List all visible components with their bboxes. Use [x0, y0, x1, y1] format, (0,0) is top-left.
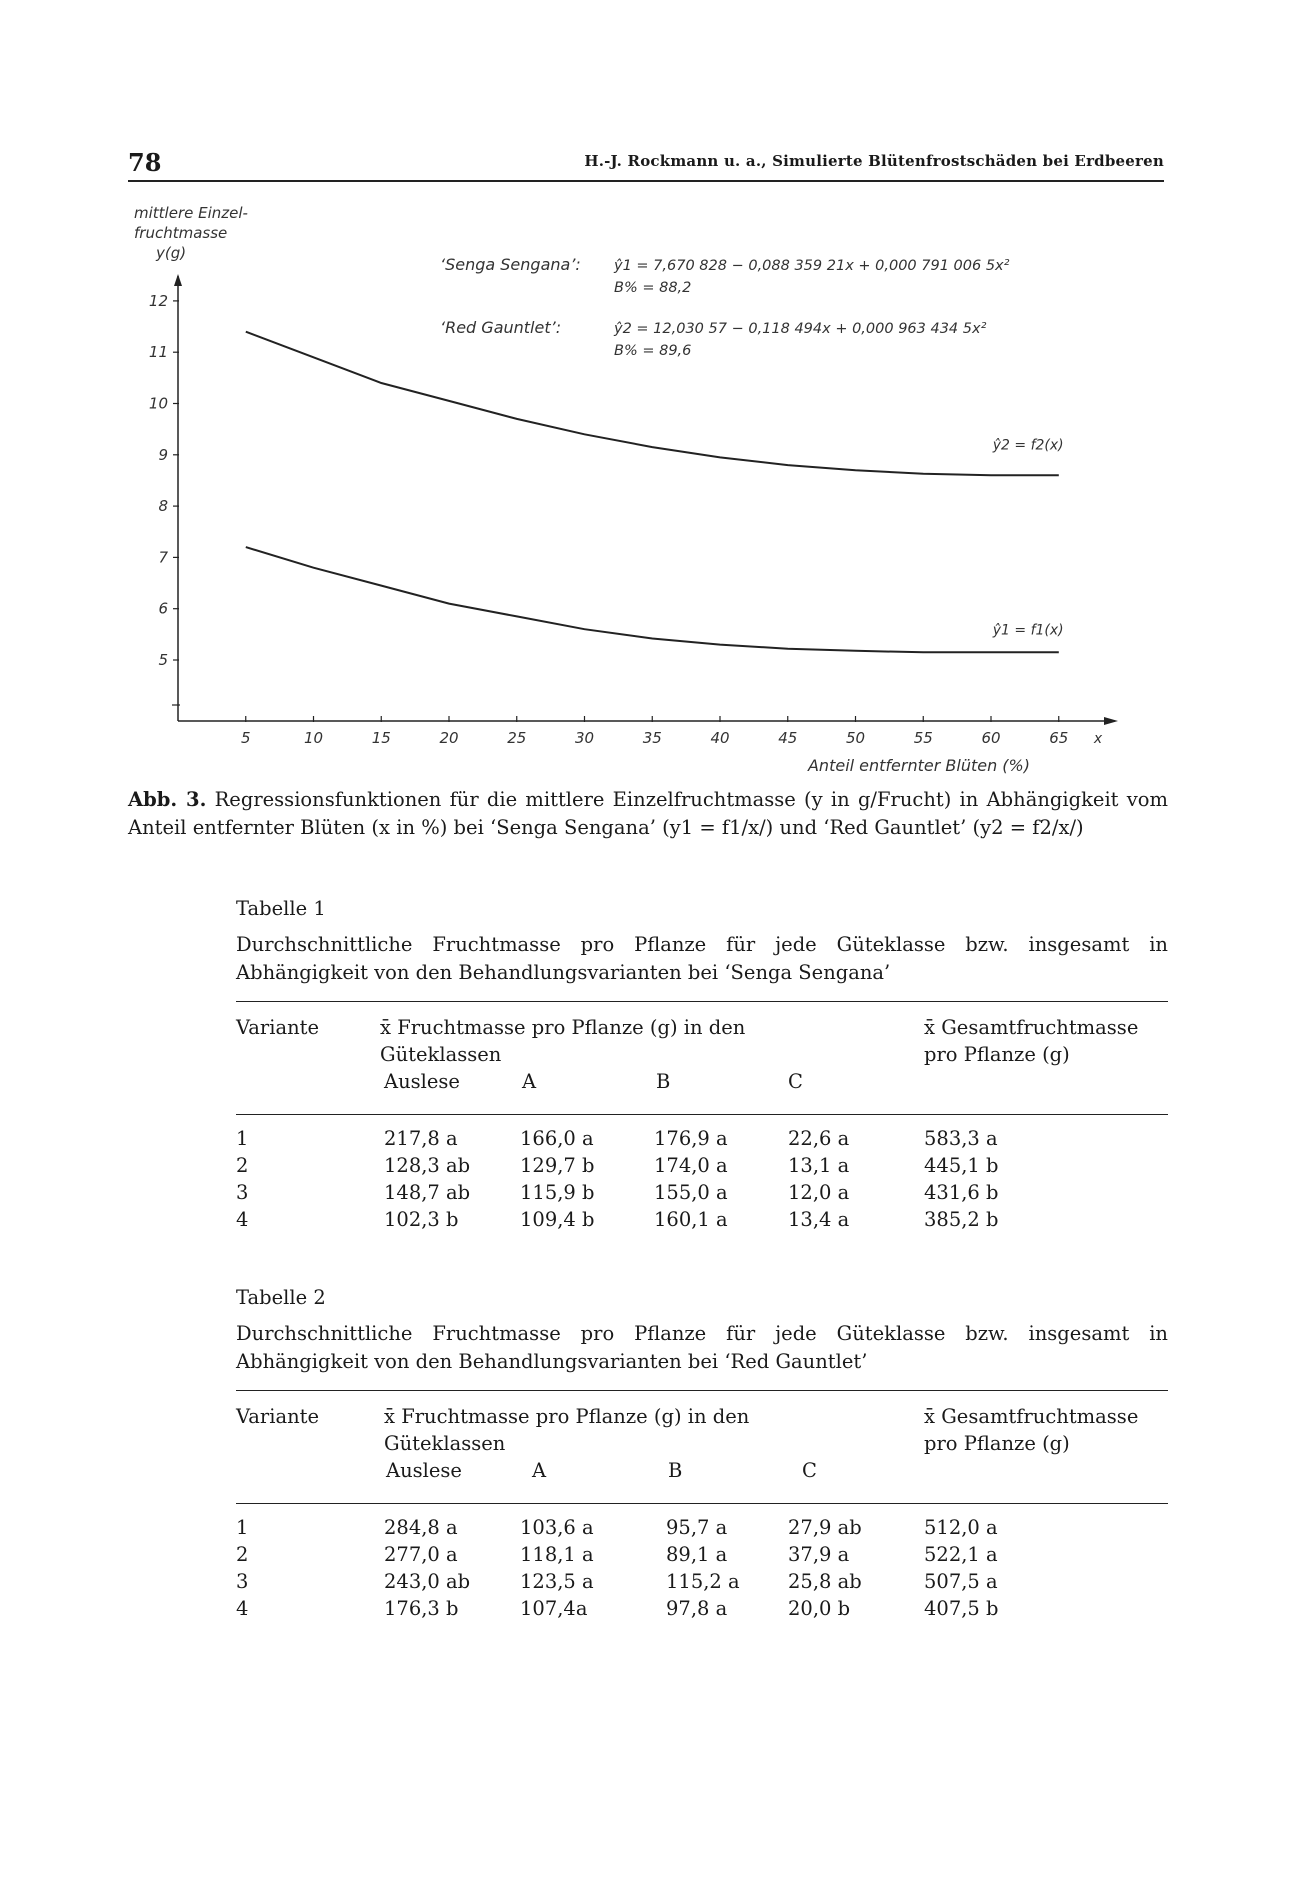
- table-cell: 2: [236, 1543, 249, 1566]
- table-cell: 243,0 ab: [384, 1570, 471, 1593]
- table-cell: 128,3 ab: [384, 1154, 471, 1177]
- x-tick-label: 50: [845, 729, 866, 747]
- col-total-2: pro Pflanze (g): [924, 1432, 1070, 1455]
- annotation-fit: B% = 88,2: [614, 280, 692, 296]
- table-cell: 3: [236, 1181, 249, 1204]
- col-total-2: pro Pflanze (g): [924, 1043, 1070, 1066]
- annotation-equation: ŷ2 = 12,030 57 − 0,118 494x + 0,000 963 434 5x²: [614, 321, 987, 337]
- y-tick-label: 10: [148, 394, 168, 413]
- table-cell: 27,9 ab: [788, 1516, 862, 1539]
- table-cell: 176,3 b: [384, 1597, 459, 1620]
- caption-text: Regressionsfunktionen für die mittlere Einzelfruchtmasse (y in g/Frucht) in Abhängigkeit vom Anteil entfernter Blüten (x in %) bei ‘Senga Sengana’ (y1 = f1/x/) und ‘Red Gauntlet’ (y2 = f2/x/): [128, 788, 1168, 839]
- table-cell: 160,1 a: [654, 1208, 728, 1231]
- table-cell: 3: [236, 1570, 249, 1593]
- table-2-body: [236, 1504, 1168, 1628]
- table-cell: 129,7 b: [520, 1154, 595, 1177]
- table-2-description: Durchschnittliche Fruchtmasse pro Pflanze für jede Güteklasse bzw. insgesamt in Abhängigkeit von den Behandlungsvarianten bei ‘Red Gauntlet’: [236, 1322, 1168, 1373]
- table-cell: 22,6 a: [788, 1127, 850, 1150]
- series-line-2: [246, 547, 1059, 652]
- col-group-header: x̄ Fruchtmasse pro Pflanze (g) in den: [380, 1016, 746, 1039]
- table-cell: 103,6 a: [520, 1516, 594, 1539]
- series-label-1: ŷ2 = f2(x): [992, 437, 1064, 454]
- table-cell: 115,9 b: [520, 1181, 595, 1204]
- x-axis-symbol: x: [1093, 731, 1103, 747]
- running-head: H.-J. Rockmann u. a., Simulierte Blütenfrostschäden bei Erdbeeren: [584, 152, 1164, 170]
- table-cell: 123,5 a: [520, 1570, 594, 1593]
- table-cell: 97,8 a: [666, 1597, 728, 1620]
- table-cell: 4: [236, 1597, 249, 1620]
- table-cell: 1: [236, 1516, 249, 1539]
- col-auslese: Auslese: [384, 1070, 460, 1093]
- col-c: C: [802, 1459, 817, 1482]
- figure-caption: [128, 786, 1168, 842]
- table-cell: 2: [236, 1154, 249, 1177]
- annotation-fit: B% = 89,6: [614, 343, 692, 359]
- x-tick-label: 65: [1049, 729, 1069, 747]
- table-cell: 217,8 a: [384, 1127, 458, 1150]
- table-1-header: [236, 1002, 1168, 1114]
- x-tick-label: 30: [574, 729, 595, 747]
- y-tick-label: 7: [158, 548, 168, 567]
- x-axis-label: Anteil entfernter Blüten (%): [807, 756, 1030, 775]
- table-cell: 4: [236, 1208, 249, 1231]
- table-1-title: Tabelle 1: [236, 897, 326, 920]
- x-tick-label: 5: [240, 729, 251, 747]
- col-a: A: [522, 1070, 537, 1093]
- y-tick-label: 12: [148, 291, 168, 310]
- y-tick-label: 11: [148, 343, 168, 362]
- col-total: x̄ Gesamtfruchtmasse: [924, 1016, 1139, 1039]
- table-2: [236, 1284, 1168, 1628]
- table-2-header: [236, 1391, 1168, 1503]
- table-cell: 155,0 a: [654, 1181, 728, 1204]
- col-group-header-2: Güteklassen: [384, 1432, 506, 1455]
- table-cell: 176,9 a: [654, 1127, 728, 1150]
- table-cell: 89,1 a: [666, 1543, 728, 1566]
- col-variante: Variante: [236, 1405, 320, 1428]
- table-cell: 118,1 a: [520, 1543, 594, 1566]
- table-cell: 25,8 ab: [788, 1570, 862, 1593]
- table-1-body: [236, 1115, 1168, 1239]
- x-tick-label: 45: [778, 729, 798, 747]
- annotation-equation: ŷ1 = 7,670 828 − 0,088 359 21x + 0,000 791 006 5x²: [614, 258, 1010, 274]
- y-axis-label: fruchtmasse: [134, 224, 228, 242]
- table-1-description: Durchschnittliche Fruchtmasse pro Pflanze für jede Güteklasse bzw. insgesamt in Abhängigkeit von den Behandlungsvarianten bei ‘Senga Sengana’: [236, 933, 1168, 984]
- table-cell: 148,7 ab: [384, 1181, 471, 1204]
- table-cell: 277,0 a: [384, 1543, 458, 1566]
- x-tick-label: 25: [507, 729, 527, 747]
- y-tick-label: 5: [158, 651, 168, 669]
- y-axis-arrow: [174, 274, 182, 286]
- col-a: A: [532, 1459, 547, 1482]
- x-tick-label: 20: [439, 729, 459, 747]
- x-tick-label: 15: [371, 729, 391, 747]
- col-variante: Variante: [236, 1016, 320, 1039]
- table-cell: 1: [236, 1127, 249, 1150]
- y-tick-label: 6: [158, 599, 168, 618]
- x-tick-label: 60: [981, 729, 1001, 747]
- table-cell: 95,7 a: [666, 1516, 728, 1539]
- col-total: x̄ Gesamtfruchtmasse: [924, 1405, 1139, 1428]
- y-axis-label: y(g): [156, 244, 187, 262]
- page-number: 78: [128, 148, 162, 177]
- annotation-label: ‘Red Gauntlet’:: [440, 318, 562, 337]
- table-cell: 107,4a: [520, 1597, 588, 1620]
- table-cell: 115,2 a: [666, 1570, 740, 1593]
- table-cell: 284,8 a: [384, 1516, 458, 1539]
- y-tick-label: 8: [158, 497, 168, 516]
- table-cell: 166,0 a: [520, 1127, 594, 1150]
- annotation-label: ‘Senga Sengana’:: [440, 255, 581, 274]
- table-cell: 583,3 a: [924, 1127, 998, 1150]
- table-cell: 512,0 a: [924, 1516, 998, 1539]
- caption-label: Abb. 3.: [128, 788, 207, 811]
- regression-chart: [0, 190, 1300, 790]
- x-tick-label: 40: [710, 729, 730, 747]
- table-1: [236, 895, 1168, 1239]
- table-cell: 37,9 a: [788, 1543, 850, 1566]
- col-auslese: Auslese: [386, 1459, 462, 1482]
- table-cell: 174,0 a: [654, 1154, 728, 1177]
- table-cell: 431,6 b: [924, 1181, 999, 1204]
- table-cell: 407,5 b: [924, 1597, 999, 1620]
- table-cell: 507,5 a: [924, 1570, 998, 1593]
- table-cell: 20,0 b: [788, 1597, 851, 1620]
- x-tick-label: 55: [913, 729, 933, 747]
- table-cell: 109,4 b: [520, 1208, 595, 1231]
- table-cell: 12,0 a: [788, 1181, 850, 1204]
- y-tick-label: 9: [158, 445, 168, 464]
- table-cell: 385,2 b: [924, 1208, 999, 1231]
- table-cell: 13,1 a: [788, 1154, 850, 1177]
- col-c: C: [788, 1070, 803, 1093]
- header-rule: [128, 180, 1164, 182]
- series-label-2: ŷ1 = f1(x): [992, 622, 1064, 639]
- table-cell: 522,1 a: [924, 1543, 998, 1566]
- x-axis-arrow: [1104, 717, 1118, 725]
- y-axis-label: mittlere Einzel-: [134, 204, 248, 222]
- col-b: B: [656, 1070, 671, 1093]
- x-tick-label: 35: [642, 729, 662, 747]
- table-cell: 13,4 a: [788, 1208, 850, 1231]
- col-b: B: [668, 1459, 683, 1482]
- col-group-header: x̄ Fruchtmasse pro Pflanze (g) in den: [384, 1405, 750, 1428]
- col-group-header-2: Güteklassen: [380, 1043, 502, 1066]
- table-cell: 102,3 b: [384, 1208, 459, 1231]
- table-cell: 445,1 b: [924, 1154, 999, 1177]
- table-2-title: Tabelle 2: [236, 1286, 326, 1309]
- x-tick-label: 10: [303, 729, 324, 747]
